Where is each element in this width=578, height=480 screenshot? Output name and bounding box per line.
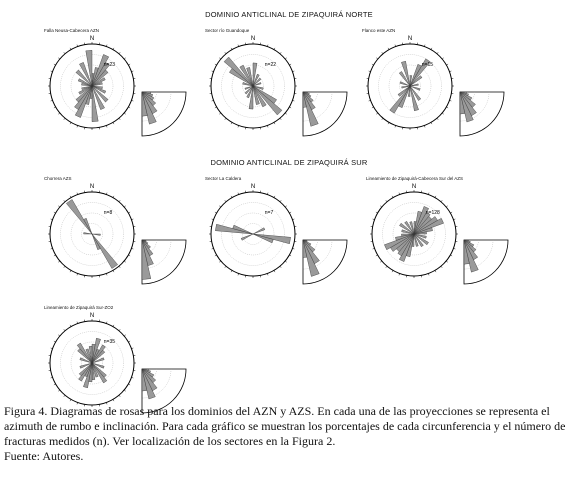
fracture-count-label: n=8 [103,209,113,216]
rose-tick [442,58,444,59]
rose-panel-flanco-este [362,28,522,158]
rose-tick [225,266,226,268]
rose-tick [64,395,65,397]
rose-tick [380,206,382,207]
rose-tick [219,58,221,59]
rose-tick [124,261,126,262]
panel-label: Lineamiento de Zipaquirá Sur-ZO2 [44,305,114,310]
rose-tick [382,52,383,54]
rose-tick [124,58,126,59]
dip-sector [303,92,318,126]
caption-line-3: fracturas medidos (n). Ver localización de los sectores en la Figura 2. [4,434,336,448]
caption-source: Fuente: Autores. [4,449,84,463]
north-label: N [89,184,95,190]
caption-line-1: Figura 4. Diagramas de rosas para los dominios del AZN y AZS. En cada una de las proyecciones se representa el [4,404,550,418]
rose-petal [66,199,92,234]
rose-tick [437,118,438,120]
rose-tick [119,395,120,397]
rose-tick [280,52,281,54]
rose-tick [442,113,444,114]
caption-line-2: azimuth de rumbo e inclinación. Para cada gráfico se muestran los porcentajes de cada circunferencia y el número de [4,419,566,433]
north-label: N [89,313,95,319]
rose-tick [119,52,120,54]
rose-tick [124,206,126,207]
rose-tick [441,266,442,268]
north-label: N [407,36,413,42]
rose-tick [441,200,442,202]
rose-tick [437,52,438,54]
fracture-count-label: n=35 [103,338,116,345]
rose-petal [84,218,92,234]
rose-tick [219,261,221,262]
rose-tick [225,52,226,54]
fracture-count-label: n=15 [421,61,434,68]
rose-panel-neusa-cabecera [44,28,204,158]
south-domain-title: DOMINIO ANTICLINAL DE ZIPAQUIRÁ SUR [210,158,368,167]
rose-tick [124,113,126,114]
rose-diagram-svg [366,176,526,306]
panel-label: Sector río Guandoque [205,28,250,33]
north-label: N [250,184,256,190]
rose-tick [58,206,60,207]
rose-tick [219,113,221,114]
rose-tick [119,329,120,331]
rose-tick [124,390,126,391]
rose-tick [124,335,126,336]
rose-diagram-svg [44,176,204,306]
north-domain-title: DOMINIO ANTICLINAL DE ZIPAQUIRÁ NORTE [205,10,373,19]
rose-petal [92,234,118,269]
fracture-count-label: n=22 [264,61,277,68]
rose-tick [285,113,287,114]
rose-tick [64,329,65,331]
rose-tick [58,58,60,59]
rose-diagram-svg [205,176,365,306]
north-label: N [250,36,256,42]
panel-label: Falla Neusa-Cabecera AZN [44,28,100,33]
north-label: N [89,36,95,42]
panel-label: Chorrera AZS [44,176,72,181]
fracture-count-label: n=7 [264,209,274,216]
rose-diagram-svg [362,28,522,158]
rose-tick [219,206,221,207]
fracture-count-label: n=128 [425,209,440,216]
rose-tick [58,390,60,391]
rose-tick [285,58,287,59]
rose-tick [386,200,387,202]
fracture-count-label: n=23 [103,61,116,68]
rose-tick [225,118,226,120]
rose-tick [64,266,65,268]
rose-tick [119,118,120,120]
rose-panel-chorrera [44,176,204,306]
rose-tick [382,118,383,120]
figure-caption [4,404,574,464]
rose-tick [119,200,120,202]
rose-panel-rio-guandoque [205,28,365,158]
rose-tick [376,58,378,59]
rose-tick [376,113,378,114]
panel-label: Lineamiento de Zipaquirá-Cabecera Sur del AZS [366,176,464,181]
rose-panel-la-caldera [205,176,365,306]
rose-tick [280,200,281,202]
rose-tick [386,266,387,268]
rose-tick [280,118,281,120]
rose-tick [285,206,287,207]
rose-tick [58,335,60,336]
rose-tick [446,206,448,207]
rose-panel-zipaquira-cabecera-sur [366,176,526,306]
rose-tick [64,52,65,54]
rose-tick [446,261,448,262]
rose-diagram-svg [205,28,365,158]
rose-tick [225,200,226,202]
rose-tick [280,266,281,268]
rose-tick [119,266,120,268]
rose-petal [390,86,410,113]
north-label: N [411,184,417,190]
rose-tick [285,261,287,262]
rose-tick [64,200,65,202]
rose-diagram-svg [44,28,204,158]
rose-petal [241,234,253,240]
panel-label: Sector La Caldera [205,176,242,181]
panel-label: Flanco este AZN [362,28,396,33]
rose-tick [64,118,65,120]
rose-tick [58,113,60,114]
rose-tick [58,261,60,262]
rose-tick [380,261,382,262]
